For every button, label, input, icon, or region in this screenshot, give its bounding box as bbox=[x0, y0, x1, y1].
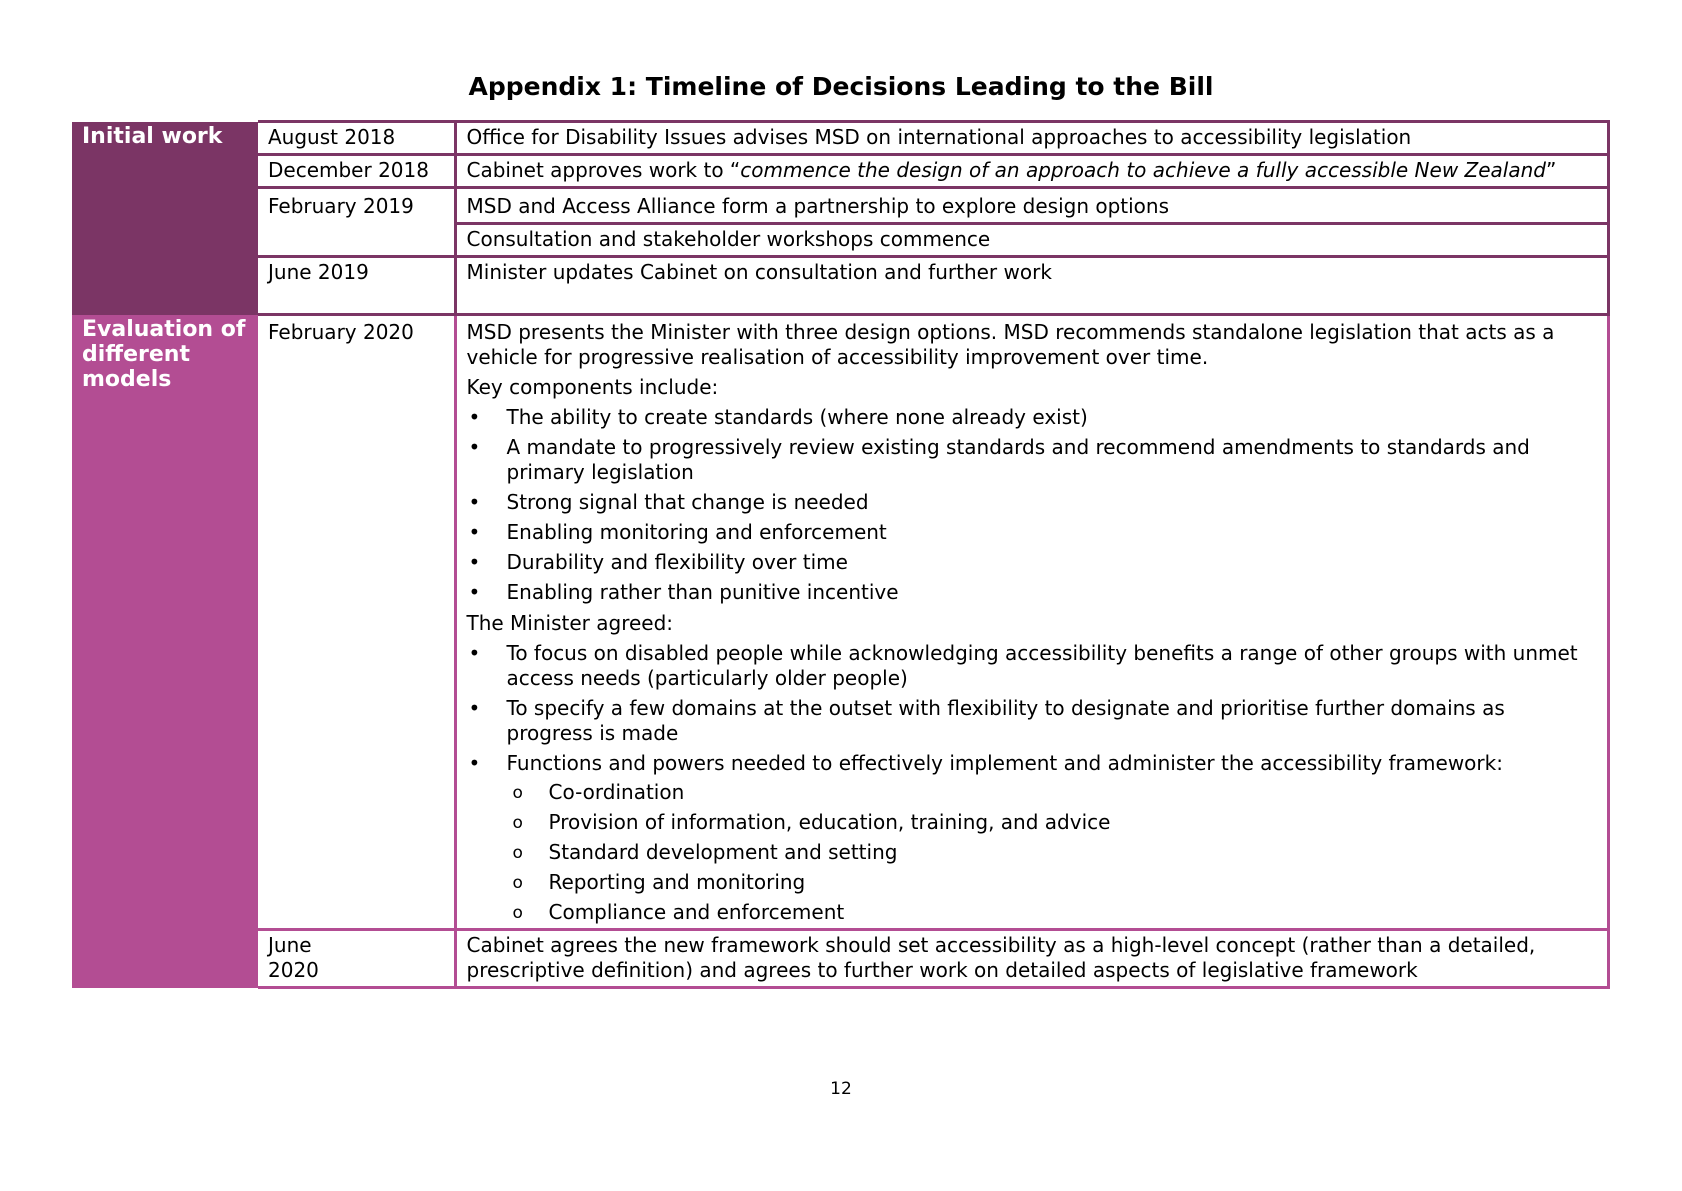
table-row bbox=[72, 257, 1609, 315]
list-item: • The ability to create standards (where none already exist) bbox=[468, 405, 1088, 429]
row-date: February 2019 bbox=[258, 188, 455, 257]
functions-list bbox=[507, 780, 1598, 925]
text-prefix: Cabinet approves work to “ bbox=[466, 158, 741, 182]
bullet-icon: • bbox=[468, 580, 481, 604]
table-row bbox=[72, 188, 1609, 224]
phase-label-initial-work: Initial work bbox=[72, 122, 258, 315]
circle-bullet-icon: o bbox=[512, 843, 523, 863]
components-list bbox=[467, 405, 1598, 605]
row-date: February 2020 bbox=[258, 315, 455, 930]
phase-label-evaluation: Evaluation of different models bbox=[72, 315, 258, 988]
row-date: June 2020 bbox=[258, 930, 455, 988]
list-item: o Compliance and enforcement bbox=[512, 900, 845, 924]
text-suffix: ” bbox=[1545, 158, 1557, 182]
list-item: • Enabling rather than punitive incentive bbox=[468, 580, 899, 604]
evaluation-group bbox=[72, 315, 1609, 988]
row-description: Cabinet agrees the new framework should set accessibility as a high-level concept (rather than a detailed, prescriptive definition) and agrees to further work on detailed aspects of legislative framework bbox=[455, 930, 1609, 988]
list-item: • Enabling monitoring and enforcement bbox=[468, 520, 887, 544]
table-row bbox=[72, 315, 1609, 930]
table-row bbox=[72, 155, 1609, 188]
row-date: December 2018 bbox=[258, 155, 455, 188]
circle-bullet-icon: o bbox=[512, 903, 523, 923]
list-item: • Functions and powers needed to effectively implement and administer the accessibility framework: o Co-ordination o Provision of information, education, training, and advice o Standard development and setting o Reporting and monitoring o Compliance and enforcement bbox=[467, 751, 1598, 925]
table-row bbox=[72, 930, 1609, 988]
circle-bullet-icon: o bbox=[512, 813, 523, 833]
bullet-icon: • bbox=[468, 405, 481, 429]
agreed-heading: The Minister agreed: bbox=[466, 611, 674, 635]
bullet-icon: • bbox=[468, 751, 481, 775]
table-row bbox=[72, 122, 1609, 155]
row-description: MSD and Access Alliance form a partnership to explore design options bbox=[455, 188, 1609, 224]
quoted-text: commence the design of an approach to achieve a fully accessible New Zealand bbox=[740, 158, 1546, 182]
list-item: o Co-ordination bbox=[512, 780, 685, 804]
timeline-table bbox=[72, 120, 1610, 989]
row-description: Consultation and stakeholder workshops commence bbox=[455, 224, 1609, 257]
circle-bullet-icon: o bbox=[512, 873, 523, 893]
list-item: • To focus on disabled people while acknowledging accessibility benefits a range of other groups with unmet access needs (particularly older people) bbox=[468, 641, 1578, 690]
row-description: Minister updates Cabinet on consultation and further work bbox=[455, 257, 1609, 315]
list-item: • To specify a few domains at the outset with flexibility to designate and prioritise further domains as progress is made bbox=[468, 696, 1505, 745]
components-heading: Key components include: bbox=[466, 375, 719, 399]
list-item: • Durability and flexibility over time bbox=[468, 550, 848, 574]
page-title: Appendix 1: Timeline of Decisions Leading to the Bill bbox=[468, 72, 1214, 101]
row-description: Office for Disability Issues advises MSD on international approaches to accessibility legislation bbox=[455, 122, 1609, 155]
agreed-list bbox=[467, 641, 1598, 925]
row-date: June 2019 bbox=[258, 257, 455, 315]
initial-work-group bbox=[72, 122, 1609, 315]
bullet-icon: • bbox=[468, 520, 481, 544]
bullet-icon: • bbox=[468, 490, 481, 514]
row-description bbox=[455, 155, 1609, 188]
page-number: 12 bbox=[830, 1079, 852, 1099]
list-item: • Strong signal that change is needed bbox=[468, 490, 869, 514]
bullet-icon: • bbox=[468, 696, 481, 720]
list-item: o Standard development and setting bbox=[512, 840, 898, 864]
row-date: August 2018 bbox=[258, 122, 455, 155]
bullet-icon: • bbox=[468, 641, 481, 665]
intro-paragraph: MSD presents the Minister with three design options. MSD recommends standalone legislation that acts as a vehicle for progressive realisation of accessibility improvement over time. bbox=[466, 320, 1555, 369]
list-item: o Provision of information, education, training, and advice bbox=[512, 810, 1111, 834]
list-item: o Reporting and monitoring bbox=[512, 870, 806, 894]
list-item: • A mandate to progressively review existing standards and recommend amendments to standards and primary legislation bbox=[468, 435, 1530, 484]
row-description bbox=[455, 315, 1609, 930]
circle-bullet-icon: o bbox=[512, 783, 523, 803]
bullet-icon: • bbox=[468, 550, 481, 574]
bullet-icon: • bbox=[468, 435, 481, 459]
